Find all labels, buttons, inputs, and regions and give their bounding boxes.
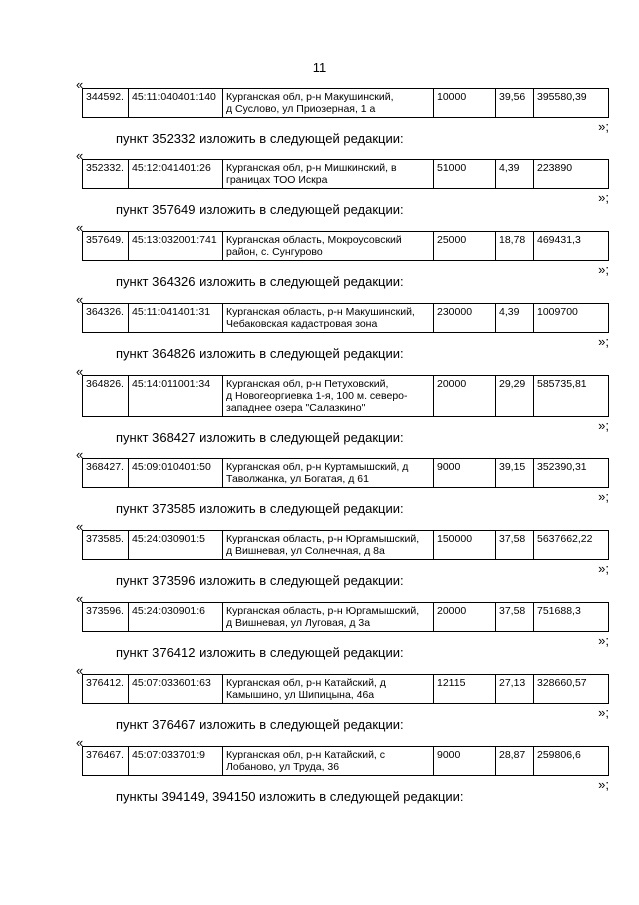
table-row [83,89,609,118]
address-line: д Суслово, ул Приозерная, 1 а [226,103,376,115]
cadastral-number-cell: 45:14:011001:34 [129,376,223,417]
address-cell [223,459,434,488]
amendment-instruction: пункт 364326 изложить в следующей редакции: [116,274,404,289]
item-number-cell: 364326. [83,304,129,333]
cadastral-value-cell: 352390,31 [534,459,609,488]
parcel-table [82,602,609,632]
rate-cell: 4,39 [496,304,534,333]
area-cell: 9000 [434,747,496,776]
quote-open: « [76,292,84,307]
address-line: Курганская область, р-н Макушинский, [226,306,415,318]
item-number-cell: 376467. [83,747,129,776]
quote-open: « [76,220,84,235]
area-cell: 9000 [434,459,496,488]
cadastral-number-cell: 45:07:033601:63 [129,675,223,704]
quote-close: »; [598,418,609,433]
parcel-table [82,159,609,189]
quote-open: « [76,735,84,750]
address-line: Курганская область, р-н Юргамышский, [226,533,420,545]
rate-cell: 39,56 [496,89,534,118]
cadastral-number-cell: 45:09:010401:50 [129,459,223,488]
rate-cell: 18,78 [496,232,534,261]
rate-cell: 39,15 [496,459,534,488]
table-row [83,232,609,261]
address-line: Таволжанка, ул Богатая, д 61 [226,473,369,485]
cadastral-value-cell: 259806,6 [534,747,609,776]
address-line: Курганская область, р-н Юргамышский, [226,605,420,617]
quote-open: « [76,148,84,163]
table-row [83,160,609,189]
parcel-table [82,746,609,776]
address-line: Курганская обл, р-н Петуховский, [226,378,389,390]
rate-cell: 37,58 [496,603,534,632]
cadastral-number-cell: 45:24:030901:5 [129,531,223,560]
cadastral-value-cell: 223890 [534,160,609,189]
area-cell: 20000 [434,376,496,417]
address-line: Курганская обл, р-н Катайский, д [226,677,386,689]
rate-cell: 4,39 [496,160,534,189]
quote-close: »; [598,633,609,648]
item-number-cell: 373596. [83,603,129,632]
item-number-cell: 344592. [83,89,129,118]
address-line: Курганская обл, р-н Катайский, с [226,749,386,761]
address-line: Курганская обл, р-н Макушинский, [226,91,394,103]
table-row [83,747,609,776]
quote-open: « [76,77,84,92]
item-number-cell: 373585. [83,531,129,560]
rate-cell: 28,87 [496,747,534,776]
area-cell: 10000 [434,89,496,118]
rate-cell: 29,29 [496,376,534,417]
address-cell [223,304,434,333]
address-cell [223,89,434,118]
address-line: д Новогеоргиевка 1-я, 100 м. северо- [226,390,408,402]
area-cell: 20000 [434,603,496,632]
table-row [83,531,609,560]
area-cell: 230000 [434,304,496,333]
cadastral-value-cell: 751688,3 [534,603,609,632]
cadastral-value-cell: 585735,81 [534,376,609,417]
table-row [83,459,609,488]
area-cell: 12115 [434,675,496,704]
rate-cell: 37,58 [496,531,534,560]
address-cell [223,376,434,417]
address-cell [223,603,434,632]
quote-close: »; [598,190,609,205]
area-cell: 150000 [434,531,496,560]
parcel-table [82,303,609,333]
parcel-table [82,530,609,560]
address-line: западнее озера "Салазкино" [226,402,366,414]
area-cell: 51000 [434,160,496,189]
quote-close: »; [598,705,609,720]
address-cell [223,232,434,261]
quote-open: « [76,364,84,379]
cadastral-value-cell: 395580,39 [534,89,609,118]
amendment-instruction: пункт 373596 изложить в следующей редакции: [116,573,404,588]
quote-open: « [76,663,84,678]
address-line: Курганская область, Мокроусовский [226,234,402,246]
address-cell [223,531,434,560]
table-row [83,603,609,632]
amendment-instruction: пункт 376467 изложить в следующей редакции: [116,717,404,732]
quote-open: « [76,519,84,534]
address-cell [223,160,434,189]
cadastral-value-cell: 5637662,22 [534,531,609,560]
parcel-table [82,375,609,417]
item-number-cell: 376412. [83,675,129,704]
amendment-instruction: пункт 368427 изложить в следующей редакции: [116,430,404,445]
address-line: д Вишневая, ул Солнечная, д 8а [226,545,385,557]
amendment-instruction: пункт 357649 изложить в следующей редакции: [116,202,404,217]
quote-open: « [76,591,84,606]
amendment-instruction: пункт 352332 изложить в следующей редакции: [116,131,404,146]
quote-close: »; [598,777,609,792]
address-line: Камышино, ул Шипицына, 46а [226,689,375,701]
cadastral-value-cell: 328660,57 [534,675,609,704]
page-number: 11 [312,60,327,75]
address-line: район, с. Сунгурово [226,246,323,258]
amendment-instruction: пункт 373585 изложить в следующей редакции: [116,501,404,516]
table-row [83,304,609,333]
table-row [83,376,609,417]
parcel-table [82,674,609,704]
cadastral-value-cell: 469431,3 [534,232,609,261]
amendment-instruction: пункт 364826 изложить в следующей редакции: [116,346,404,361]
address-line: Чебаковская кадастровая зона [226,318,378,330]
rate-cell: 27,13 [496,675,534,704]
cadastral-number-cell: 45:07:033701:9 [129,747,223,776]
area-cell: 25000 [434,232,496,261]
address-line: д Вишневая, ул Луговая, д 3а [226,617,371,629]
cadastral-number-cell: 45:12:041401:26 [129,160,223,189]
quote-close: »; [598,334,609,349]
item-number-cell: 364826. [83,376,129,417]
amendment-instruction: пункты 394149, 394150 изложить в следующей редакции: [116,789,464,804]
address-cell [223,675,434,704]
cadastral-number-cell: 45:24:030901:6 [129,603,223,632]
cadastral-number-cell: 45:11:041401:31 [129,304,223,333]
quote-close: »; [598,489,609,504]
quote-close: »; [598,119,609,134]
amendment-instruction: пункт 376412 изложить в следующей редакции: [116,645,404,660]
parcel-table [82,88,609,118]
table-row [83,675,609,704]
parcel-table [82,458,609,488]
address-line: Курганская обл, р-н Куртамышский, д [226,461,409,473]
item-number-cell: 352332. [83,160,129,189]
address-cell [223,747,434,776]
cadastral-number-cell: 45:13:032001:741 [129,232,223,261]
address-line: границах ТОО Искра [226,174,328,186]
item-number-cell: 357649. [83,232,129,261]
quote-close: »; [598,561,609,576]
quote-open: « [76,447,84,462]
address-line: Курганская обл, р-н Мишкинский, в [226,162,397,174]
cadastral-number-cell: 45:11:040401:140 [129,89,223,118]
address-line: Лобаново, ул Труда, 36 [226,761,340,773]
parcel-table [82,231,609,261]
quote-close: »; [598,262,609,277]
cadastral-value-cell: 1009700 [534,304,609,333]
item-number-cell: 368427. [83,459,129,488]
